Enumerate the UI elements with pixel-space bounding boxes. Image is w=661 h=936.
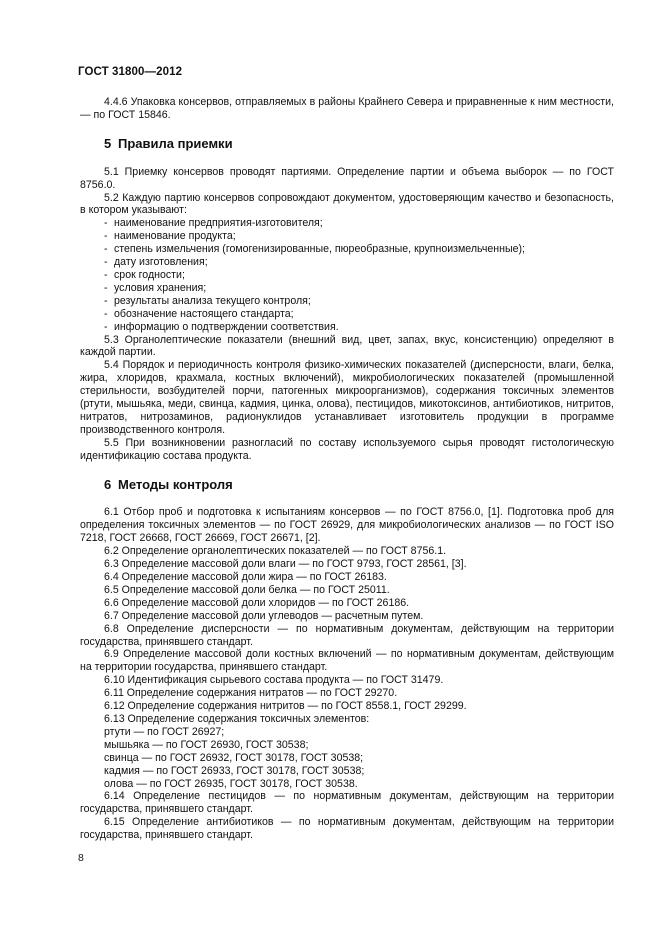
toxic-element-line: олова — по ГОСТ 26935, ГОСТ 30178, ГОСТ 30538. [104,777,358,790]
list-dash: - [104,320,108,333]
list-dash: - [104,281,108,294]
list-item [80,230,614,243]
document-header: ГОСТ 31800—2012 [78,66,183,78]
paragraph-6-11: 6.11 Определение содержания нитратов — по ГОСТ 29270. [104,687,398,700]
paragraph-6-3: 6.3 Определение массовой доли влаги — по ГОСТ 9793, ГОСТ 28561, [3]. [104,558,467,571]
list-dash: - [104,217,108,230]
paragraph-4-4-6: 4.4.6 Упаковка консервов, отправляемых в районы Крайнего Севера и приравненные к ним местности, — по ГОСТ 15846. [80,96,614,121]
list-item [80,308,614,321]
paragraph-6-7: 6.7 Определение массовой доли углеводов — расчетным путем. [104,609,424,622]
list-item [80,243,614,256]
list-item-text: информацию о подтверждении соответствия. [114,320,339,333]
section-5-number: 5 [104,135,112,151]
paragraph-5-3: 5.3 Органолептические показатели (внешний вид, цвет, запах, вкус, консистенцию) определяют в каждой партии. [80,333,614,359]
list-item [80,282,614,295]
toxic-element-line: ртути — по ГОСТ 26927; [104,725,225,738]
paragraph-6-13: 6.13 Определение содержания токсичных элементов: [104,712,370,725]
list-item-text: обозначение настоящего стандарта; [114,307,294,320]
paragraph-6-1: 6.1 Отбор проб и подготовка к испытаниям консервов — по ГОСТ 8756.0, [1]. Подготовка проб для определения токсичных элементов — по ГОСТ 26929, для микробиологических анализов — по ГОСТ ISO 7218, ГОСТ 26668, ГОСТ 26669, ГОСТ 26671, [2]. [80,506,614,545]
paragraph-6-5: 6.5 Определение массовой доли белка — по ГОСТ 25011. [104,583,390,596]
list-item-text: степень измельчения (гомогенизированные, пюреобразные, крупноизмельченные); [114,243,525,256]
toxic-element-line: свинца — по ГОСТ 26932, ГОСТ 30178, ГОСТ 30538; [104,751,364,764]
list-item-text: наименование предприятия-изготовителя; [114,217,323,230]
list-item-text: дату изготовления; [114,256,208,269]
paragraph-6-12: 6.12 Определение содержания нитритов — по ГОСТ 8558.1, ГОСТ 29299. [104,700,467,713]
section-5-heading [80,135,614,151]
list-item-text: наименование продукта; [114,230,236,243]
paragraph-6-15: 6.15 Определение антибиотиков — по нормативным документам, действующим на территории государства, принявшего стандарт. [80,816,614,842]
list-item [80,256,614,269]
list-item [80,295,614,308]
paragraph-6-14: 6.14 Определение пестицидов — по нормативным документам, действующим на территории государства, принявшего стандарт. [80,790,614,816]
list-item-text: срок годности; [114,268,185,281]
paragraph-6-6: 6.6 Определение массовой доли хлоридов — по ГОСТ 26186. [104,596,410,609]
paragraph-5-2: 5.2 Каждую партию консервов сопровождают документом, удостоверяющим качество и безопасность, в котором указывают: [80,191,614,217]
paragraph-6-8: 6.8 Определение дисперсности — по нормативным документам, действующим на территории государства, принявшего стандарт. [80,622,614,648]
list-item [80,321,614,334]
paragraph-6-10: 6.10 Идентификация сырьевого состава продукта — по ГОСТ 31479. [104,674,444,687]
paragraph-6-4: 6.4 Определение массовой доли жира — по ГОСТ 26183. [104,571,387,583]
list-dash: - [104,294,108,307]
list-dash: - [104,230,108,243]
paragraph-6-2: 6.2 Определение органолептических показателей — по ГОСТ 8756.1. [104,545,447,558]
list-item [80,217,614,230]
list-dash: - [104,243,108,256]
toxic-element-line: мышьяка — по ГОСТ 26930, ГОСТ 30538; [104,738,309,751]
paragraph-6-9: 6.9 Определение массовой доли костных включений — по нормативным документам, действующим на территории государства, принявшего стандарт. [80,648,614,674]
list-item-text: результаты анализа текущего контроля; [114,294,311,307]
page-number: 8 [78,852,84,864]
toxic-element-line: кадмия — по ГОСТ 26933, ГОСТ 30178, ГОСТ 30538; [104,764,365,777]
list-dash: - [104,268,108,281]
list-item-text: условия хранения; [114,281,207,294]
list-dash: - [104,307,108,320]
paragraph-5-4: 5.4 Порядок и периодичность контроля физико-химических показателей (дисперсности, влаги, белка, жира, хлоридов, крахмала, костных включений), микробиологических показателей (промышленной стерильности, возбудителей порчи, патогенных микроорганизмов), содержания токсичных элементов (ртути, мышьяка, меди, свинца, кадмия, цинка, олова), пестицидов, микотоксинов, антибиотиков, нитритов, нитратов, нитрозаминов, радионуклидов устанавливает изготовитель продукции в программе производственного контроля. [80,359,614,436]
paragraph-5-5: 5.5 При возникновении разногласий по составу используемого сырья проводят гистологическую идентификацию состава продукта. [80,436,614,462]
section-6-number: 6 [104,476,112,492]
paragraph-5-1: 5.1 Приемку консервов проводят партиями. Определение партии и объема выборок — по ГОСТ 8756.0. [80,165,614,191]
section-5-title: Правила приемки [118,135,233,151]
list-dash: - [104,256,108,269]
document-body [80,96,614,842]
section-6-heading [80,476,614,492]
list-item [80,269,614,282]
section-6-title: Методы контроля [118,476,233,492]
